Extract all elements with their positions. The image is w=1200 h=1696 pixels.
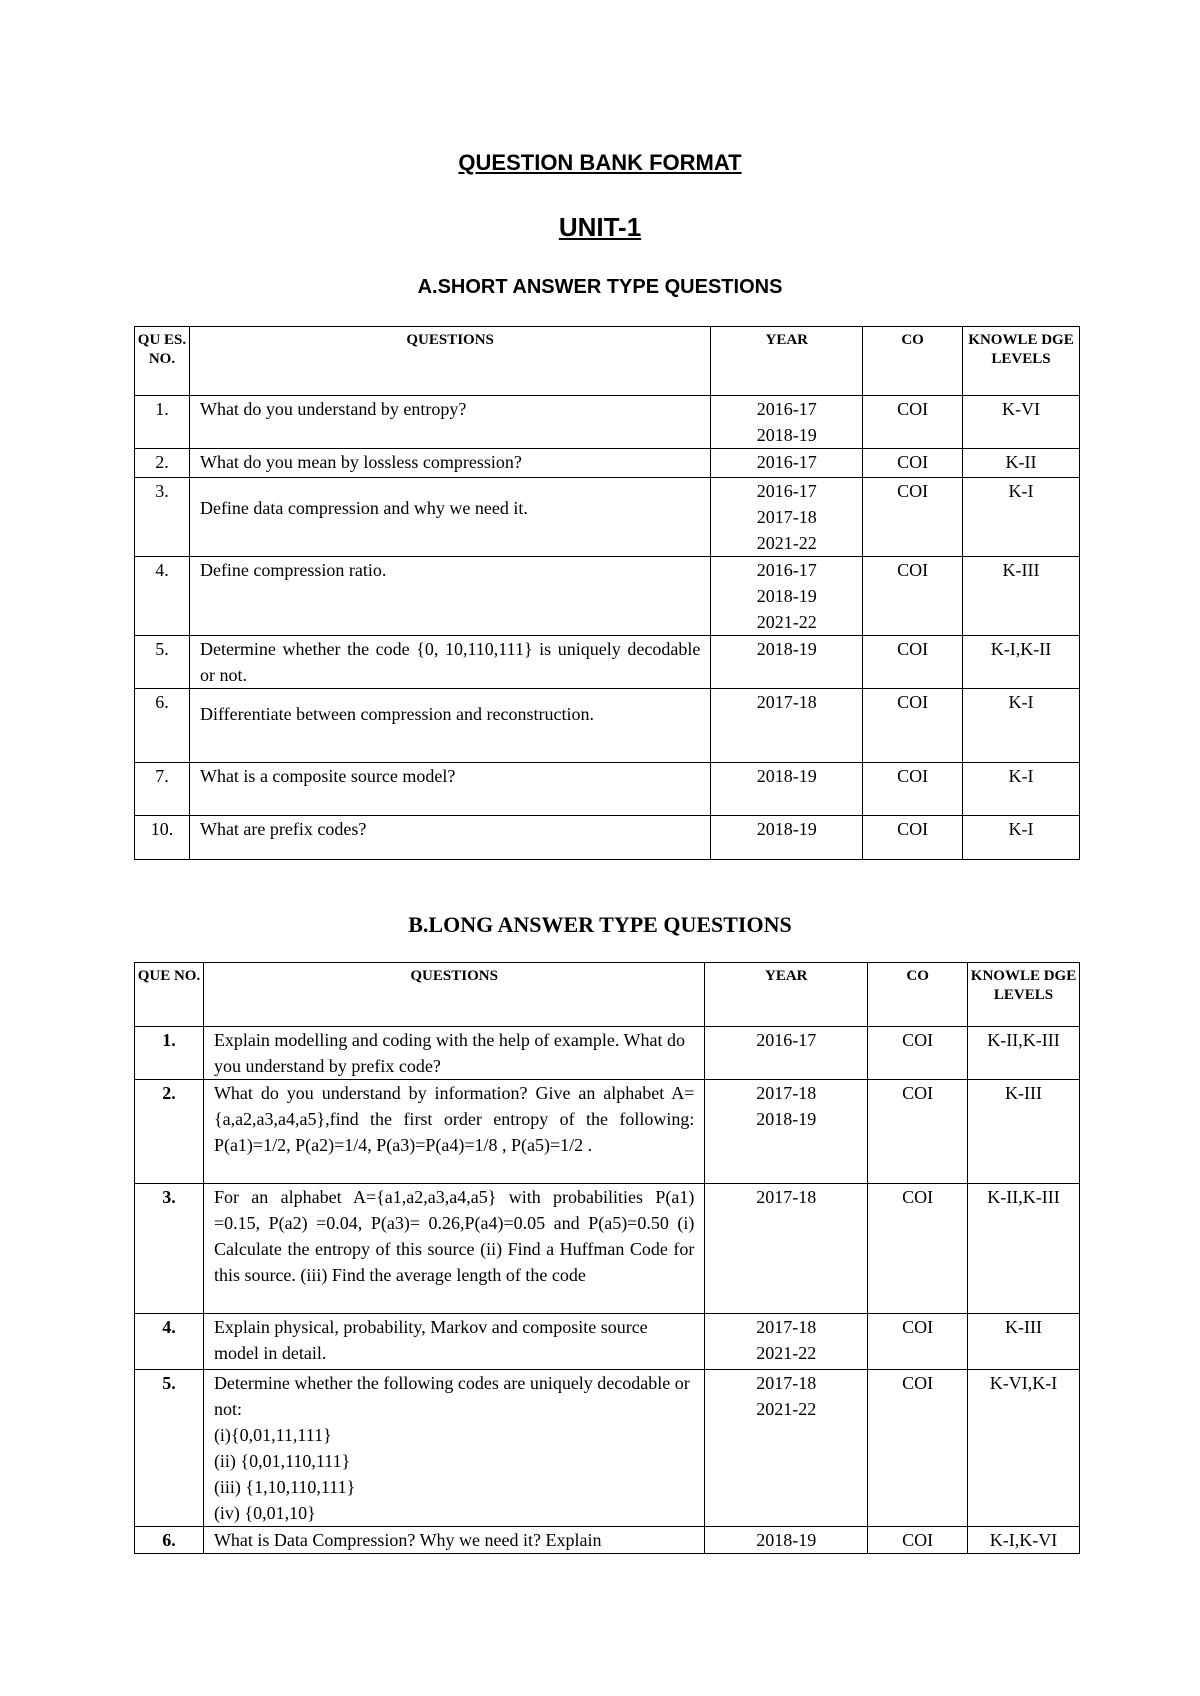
question-level: K-II,K-III [968,1027,1080,1080]
question-number: 4. [135,557,190,636]
question-number: 3. [135,1184,204,1314]
question-level: K-I [963,689,1080,763]
question-number: 2. [135,449,190,478]
question-co: COI [863,636,963,689]
unit-title: UNIT-1 [558,212,642,242]
question-year: 2016-17 2018-19 [711,396,863,449]
table-row [135,1080,1080,1184]
question-co: COI [863,478,963,557]
question-text: What do you understand by information? Give an alphabet A={a,a2,a3,a4,a5},find the first order entropy of the following: P(a1)=1/2, P(a2)=1/4, P(a3)=P(a4)=1/8 , P(a5)=1/2 . [203,1080,704,1184]
table-row [135,689,1080,763]
table-row [135,478,1080,557]
question-year: 2016-17 2017-18 2021-22 [711,478,863,557]
document-title: QUESTION BANK FORMAT [458,150,742,175]
question-co: COI [863,763,963,816]
section-b-title: B.LONG ANSWER TYPE QUESTIONS [408,912,792,937]
header-co: CO [868,963,968,1027]
question-year: 2017-18 2018-19 [705,1080,868,1184]
long-answer-table [134,962,1080,1554]
question-year: 2017-18 2021-22 [705,1314,868,1370]
header-ques-no: QU ES. NO. [135,327,190,396]
table-row [135,763,1080,816]
question-year: 2018-19 [711,636,863,689]
question-co: COI [868,1527,968,1554]
table-row [135,1184,1080,1314]
header-year: YEAR [711,327,863,396]
question-year: 2016-17 2018-19 2021-22 [711,557,863,636]
question-year: 2018-19 [705,1527,868,1554]
question-co: COI [868,1370,968,1527]
question-co: COI [868,1314,968,1370]
question-level: K-I,K-II [963,636,1080,689]
question-co: COI [863,449,963,478]
question-number: 6. [135,689,190,763]
question-level: K-I [963,763,1080,816]
question-number: 6. [135,1527,204,1554]
question-text: Define data compression and why we need it. [189,478,710,557]
question-text: What do you mean by lossless compression? [189,449,710,478]
question-number: 1. [135,396,190,449]
question-text: Explain modelling and coding with the help of example. What do you understand by prefix code? [203,1027,704,1080]
question-level: K-II,K-III [968,1184,1080,1314]
question-year: 2016-17 [711,449,863,478]
question-number: 5. [135,636,190,689]
table-row [135,1027,1080,1080]
table-row [135,557,1080,636]
question-text: What is Data Compression? Why we need it? Explain [203,1527,704,1554]
question-number: 2. [135,1080,204,1184]
table-row [135,1314,1080,1370]
question-co: COI [868,1027,968,1080]
question-level: K-II [963,449,1080,478]
question-number: 3. [135,478,190,557]
question-level: K-III [968,1080,1080,1184]
question-year: 2017-18 [711,689,863,763]
table-header-row [135,963,1080,1027]
question-co: COI [863,557,963,636]
question-number: 10. [135,816,190,860]
table-row [135,449,1080,478]
question-year: 2017-18 [705,1184,868,1314]
question-level: K-I [963,816,1080,860]
table-row [135,396,1080,449]
question-level: K-I [963,478,1080,557]
header-co: CO [863,327,963,396]
table-row [135,1370,1080,1527]
table-row [135,816,1080,860]
short-answer-table [134,326,1080,860]
question-level: K-I,K-VI [968,1527,1080,1554]
table-header-row [135,327,1080,396]
header-year: YEAR [705,963,868,1027]
table-row [135,1527,1080,1554]
question-text: Determine whether the following codes are uniquely decodable or not: (i){0,01,11,111} (ii) {0,01,110,111} (iii) {1,10,110,111} (iv) {0,01,10} [203,1370,704,1527]
question-text: What is a composite source model? [189,763,710,816]
question-year: 2018-19 [711,816,863,860]
question-text: Determine whether the code {0, 10,110,111} is uniquely decodable or not. [189,636,710,689]
question-text: What do you understand by entropy? [189,396,710,449]
question-text: Differentiate between compression and reconstruction. [189,689,710,763]
question-text: Define compression ratio. [189,557,710,636]
question-number: 1. [135,1027,204,1080]
question-text: What are prefix codes? [189,816,710,860]
question-text: For an alphabet A={a1,a2,a3,a4,a5} with probabilities P(a1) =0.15, P(a2) =0.04, P(a3)= 0.26,P(a4)=0.05 and P(a5)=0.50 (i) Calculate the entropy of this source (ii) Find a Huffman Code for this source. (iii) Find the average length of the code [203,1184,704,1314]
header-knowledge-levels: KNOWLE DGE LEVELS [963,327,1080,396]
question-co: COI [868,1184,968,1314]
question-level: K-III [968,1314,1080,1370]
question-level: K-III [963,557,1080,636]
question-year: 2016-17 [705,1027,868,1080]
question-number: 4. [135,1314,204,1370]
question-co: COI [863,689,963,763]
question-year: 2017-18 2021-22 [705,1370,868,1527]
question-year: 2018-19 [711,763,863,816]
question-level: K-VI,K-I [968,1370,1080,1527]
header-knowledge-levels: KNOWLE DGE LEVELS [968,963,1080,1027]
question-co: COI [863,396,963,449]
question-co: COI [868,1080,968,1184]
question-number: 7. [135,763,190,816]
header-que-no: QUE NO. [135,963,204,1027]
question-number: 5. [135,1370,204,1527]
section-a-title: A.SHORT ANSWER TYPE QUESTIONS [417,276,783,298]
question-level: K-VI [963,396,1080,449]
table-row [135,636,1080,689]
question-text: Explain physical, probability, Markov and composite source model in detail. [203,1314,704,1370]
question-co: COI [863,816,963,860]
header-questions: QUESTIONS [203,963,704,1027]
header-questions: QUESTIONS [189,327,710,396]
